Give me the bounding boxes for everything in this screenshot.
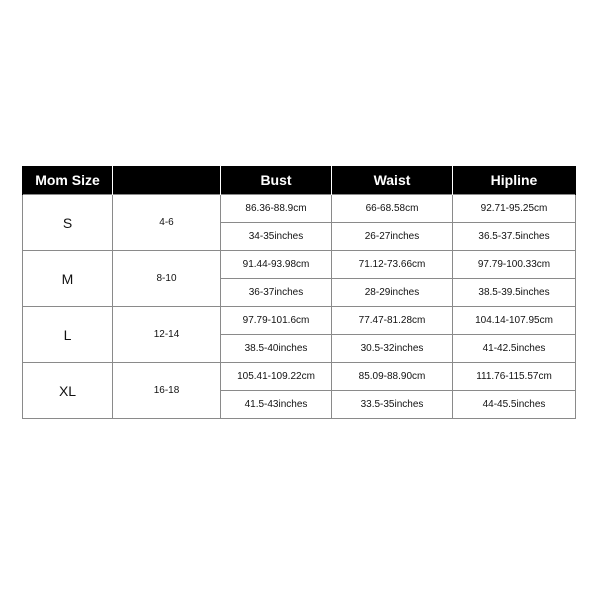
- hipline-inches-s: 36.5-37.5inches: [453, 223, 576, 251]
- size-range-s: 4-6: [113, 195, 221, 251]
- waist-inches-s: 26-27inches: [332, 223, 453, 251]
- bust-cm-l: 97.79-101.6cm: [221, 307, 332, 335]
- size-label-l: L: [23, 307, 113, 363]
- hipline-cm-l: 104.14-107.95cm: [453, 307, 576, 335]
- header-waist: Waist: [332, 166, 453, 195]
- waist-inches-m: 28-29inches: [332, 279, 453, 307]
- table-row-m-cm: [23, 251, 576, 279]
- bust-cm-m: 91.44-93.98cm: [221, 251, 332, 279]
- table-row-l-cm: [23, 307, 576, 335]
- size-label-m: M: [23, 251, 113, 307]
- waist-inches-xl: 33.5-35inches: [332, 391, 453, 419]
- hipline-cm-xl: 111.76-115.57cm: [453, 363, 576, 391]
- hipline-inches-l: 41-42.5inches: [453, 335, 576, 363]
- bust-inches-l: 38.5-40inches: [221, 335, 332, 363]
- hipline-inches-m: 38.5-39.5inches: [453, 279, 576, 307]
- bust-cm-s: 86.36-88.9cm: [221, 195, 332, 223]
- table-header: [23, 166, 576, 195]
- waist-inches-l: 30.5-32inches: [332, 335, 453, 363]
- size-range-m: 8-10: [113, 251, 221, 307]
- hipline-cm-s: 92.71-95.25cm: [453, 195, 576, 223]
- size-range-xl: 16-18: [113, 363, 221, 419]
- header-mom-size: Mom Size: [23, 166, 113, 195]
- size-range-l: 12-14: [113, 307, 221, 363]
- size-label-s: S: [23, 195, 113, 251]
- waist-cm-xl: 85.09-88.90cm: [332, 363, 453, 391]
- waist-cm-l: 77.47-81.28cm: [332, 307, 453, 335]
- bust-inches-xl: 41.5-43inches: [221, 391, 332, 419]
- waist-cm-s: 66-68.58cm: [332, 195, 453, 223]
- waist-cm-m: 71.12-73.66cm: [332, 251, 453, 279]
- hipline-inches-xl: 44-45.5inches: [453, 391, 576, 419]
- size-chart-table: [22, 166, 576, 419]
- hipline-cm-m: 97.79-100.33cm: [453, 251, 576, 279]
- header-row: [23, 166, 576, 195]
- table-row-s-cm: [23, 195, 576, 223]
- header-hipline: Hipline: [453, 166, 576, 195]
- size-label-xl: XL: [23, 363, 113, 419]
- header-bust: Bust: [221, 166, 332, 195]
- table-row-xl-cm: [23, 363, 576, 391]
- table-body: [23, 195, 576, 419]
- bust-inches-s: 34-35inches: [221, 223, 332, 251]
- bust-inches-m: 36-37inches: [221, 279, 332, 307]
- header-range: [113, 166, 221, 195]
- bust-cm-xl: 105.41-109.22cm: [221, 363, 332, 391]
